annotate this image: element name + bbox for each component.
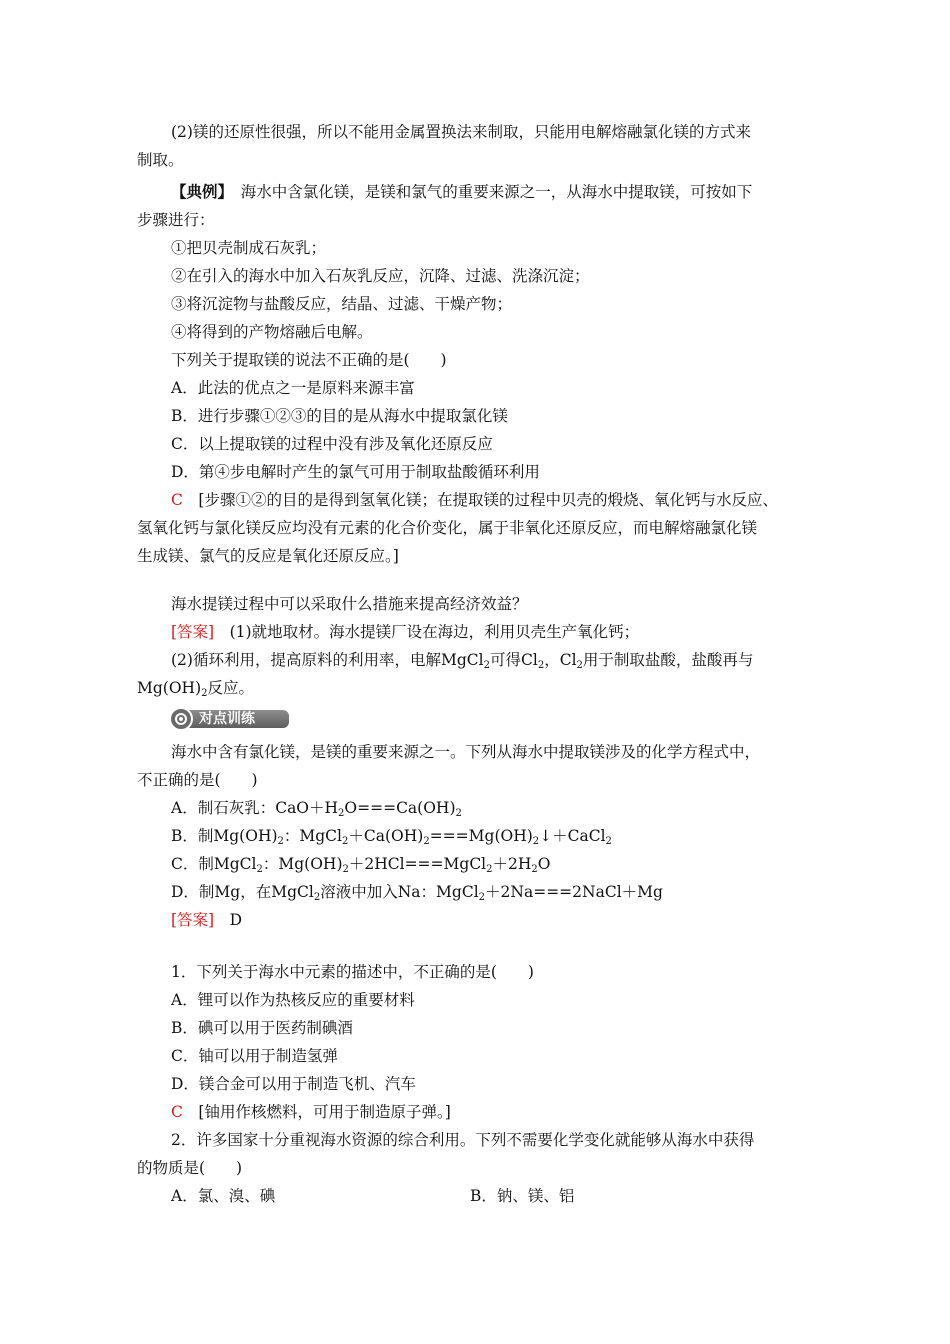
option-b: B．碘可以用于医药制碘酒	[171, 1019, 353, 1037]
step-item: ①把贝壳制成石灰乳；	[171, 239, 327, 257]
option-b: B．进行步骤①②③的目的是从海水中提取氯化镁	[171, 407, 508, 425]
step-item: ④将得到的产物熔融后电解。	[171, 323, 373, 341]
question-stem: 下列关于提取镁的说法不正确的是( )	[171, 351, 447, 369]
practice-answer	[171, 910, 242, 930]
discussion-answer	[171, 622, 639, 642]
discussion-answer-line: $Mg(OH)_2$反应。	[137, 679, 255, 699]
question-stem: 1．下列关于海水中元素的描述中，不正确的是( )	[171, 963, 534, 981]
explanation-text: [铀用作核燃料，可用于制造原子弹。]	[198, 1103, 451, 1121]
option-a: A．制石灰乳：$CaO+H_2O===Ca(OH)_2$	[171, 799, 462, 819]
explanation-text: [步骤①②的目的是得到氢氧化镁；在提取镁的过程中贝壳的煅烧、氧化钙与水反应、	[198, 491, 778, 509]
target-icon	[169, 707, 193, 731]
discussion-question: 海水提镁过程中可以采取什么措施来提高经济效益？	[171, 595, 528, 613]
answer-explanation	[171, 490, 778, 510]
answer-letter: C	[171, 1103, 183, 1121]
explanation-line: 生成镁、氯气的反应是氧化还原反应。]	[137, 547, 399, 565]
example-intro	[171, 182, 752, 202]
paragraph-line: 制取。	[137, 151, 184, 169]
badge-label: 对点训练	[199, 711, 255, 727]
option-b: B．钠、镁、铝	[470, 1187, 575, 1205]
option-a: A．锂可以作为热核反应的重要材料	[171, 991, 415, 1009]
example-tag: 【典例】	[171, 182, 226, 201]
practice-stem: 海水中含有氯化镁，是镁的重要来源之一。下列从海水中提取镁涉及的化学方程式中，	[171, 743, 761, 761]
paragraph-line: (2)镁的还原性很强，所以不能用金属置换法来制取，只能用电解熔融氯化镁的方式来	[171, 123, 751, 141]
discussion-answer-line: (2)循环利用，提高原料的利用率，电解MgCl$_2$可得$Cl_2$，$Cl_2$用于制取盐酸，盐酸再与	[171, 651, 754, 671]
paragraph-line: 步骤进行：	[137, 211, 215, 229]
option-d: D．镁合金可以用于制造飞机、汽车	[171, 1075, 416, 1093]
option-b: B．制$Mg(OH)_2$：$MgCl_2+Ca(OH)_2===Mg(OH)_2↓+CaCl_2$	[171, 827, 612, 847]
practice-badge	[169, 707, 291, 731]
answer-letter: C	[171, 491, 183, 509]
question-stem: 2．许多国家十分重视海水资源的综合利用。下列不需要化学变化就能够从海水中获得	[171, 1131, 755, 1149]
answer-value: D	[229, 911, 243, 929]
practice-stem: 不正确的是( )	[137, 771, 258, 789]
explanation-line: 氢氧化钙与氯化镁反应均没有元素的化合价变化，属于非氧化还原反应，而电解熔融氯化镁	[137, 519, 758, 537]
answer-text: (1)就地取材。海水提镁厂设在海边，利用贝壳生产氧化钙；	[229, 623, 640, 641]
answer-tag: [答案]	[171, 911, 215, 929]
answer-explanation	[171, 1102, 451, 1122]
question-stem: 的物质是( )	[137, 1159, 243, 1177]
step-item: ②在引入的海水中加入石灰乳反应，沉降、过滤、洗涤沉淀；	[171, 267, 590, 285]
example-text: 海水中含氯化镁，是镁和氯气的重要来源之一，从海水中提取镁，可按如下	[240, 183, 753, 201]
option-d: D．第④步电解时产生的氯气可用于制取盐酸循环利用	[171, 463, 540, 481]
answer-tag: [答案]	[171, 623, 215, 641]
option-c: C．以上提取镁的过程中没有涉及氧化还原反应	[171, 435, 493, 453]
option-c: C．铀可以用于制造氢弹	[171, 1047, 338, 1065]
option-d: D．制Mg，在MgCl$_2$溶液中加入Na：MgCl$_2$＋2Na===2NaCl＋Mg	[171, 883, 663, 903]
option-a: A．氯、溴、碘	[171, 1187, 276, 1205]
step-item: ③将沉淀物与盐酸反应，结晶、过滤、干燥产物；	[171, 295, 513, 313]
option-a: A．此法的优点之一是原料来源丰富	[171, 379, 415, 397]
option-c: C．制MgCl$_2$：$Mg(OH)_2+2HCl===MgCl_2+2H_2O$	[171, 855, 551, 875]
